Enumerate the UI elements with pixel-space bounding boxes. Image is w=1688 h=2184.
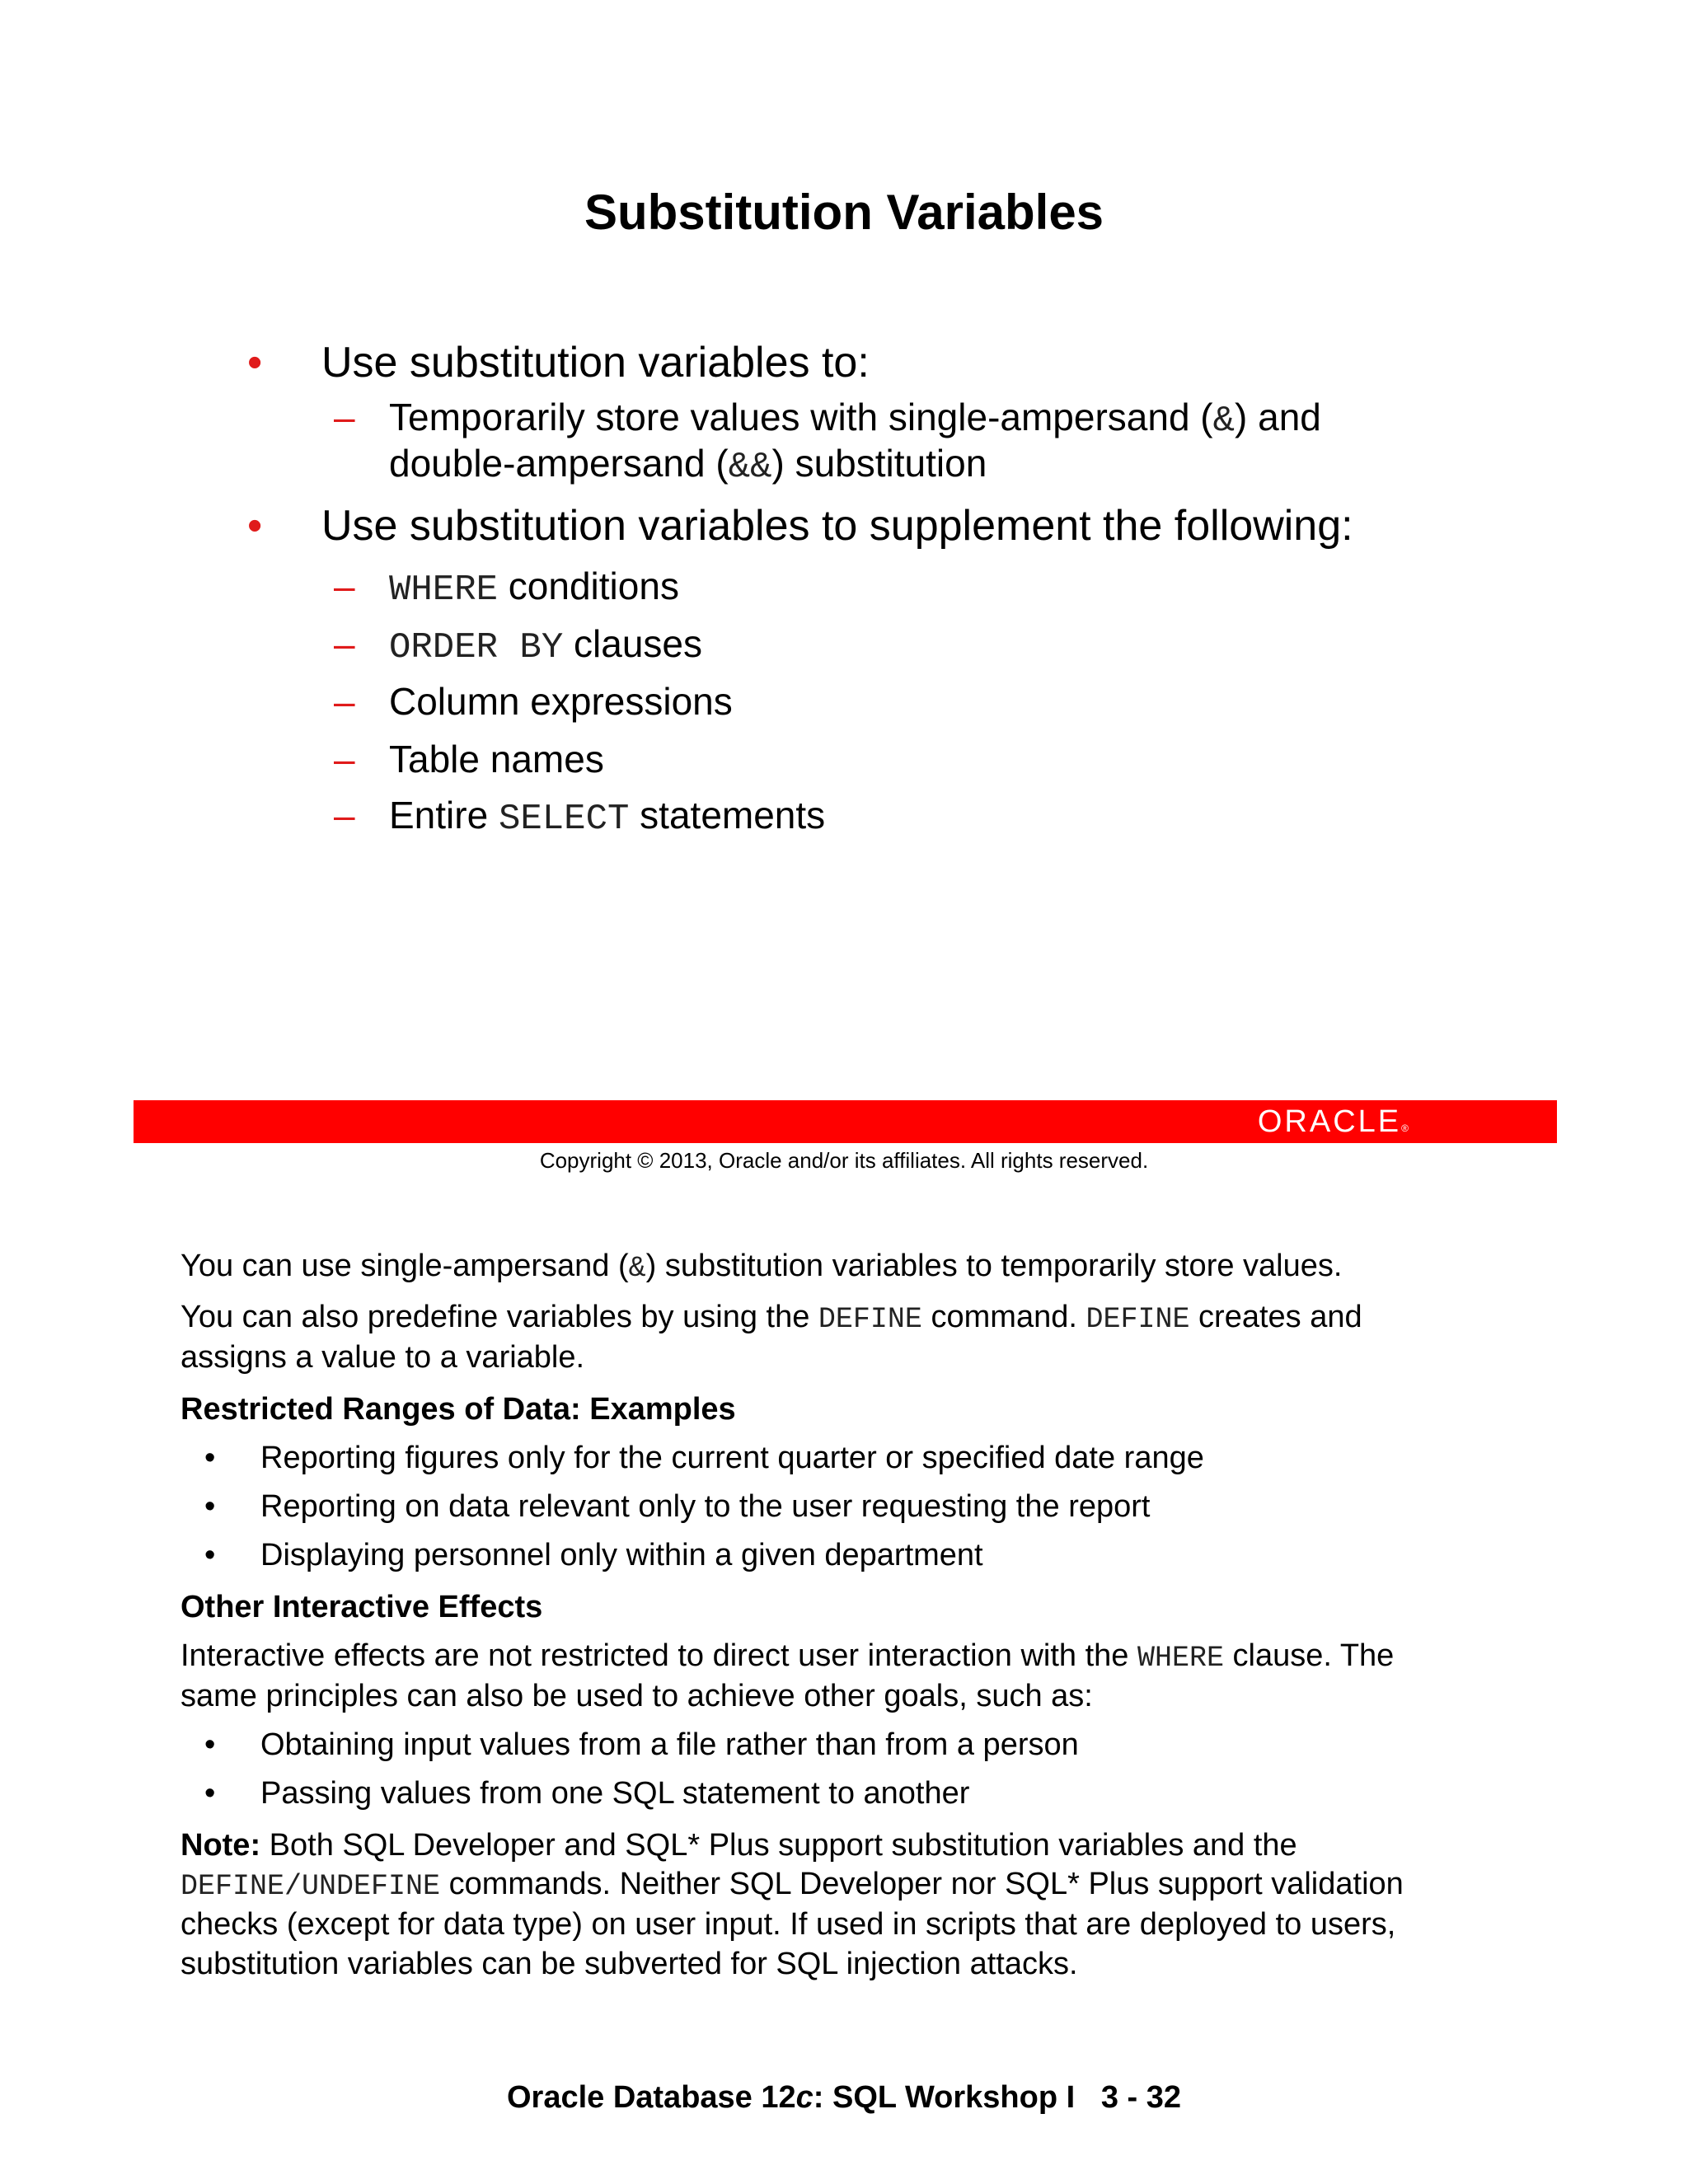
sub-item-text: ORDER BY clauses — [389, 622, 702, 668]
bullet-marker: • — [247, 339, 263, 387]
notes-paragraph-3-line-2: same principles can also be used to achieve other goals, such as: — [181, 1679, 1093, 1713]
sub-item-text: Temporarily store values with single-ampersand (&) and — [389, 396, 1321, 442]
bullet-marker: • — [204, 1776, 216, 1811]
bullet-marker: • — [204, 1538, 216, 1572]
dash-marker: – — [334, 794, 355, 837]
notes-paragraph-2-line-2: assigns a value to a variable. — [181, 1340, 585, 1375]
bullet-marker: • — [247, 502, 263, 550]
notes-paragraph-2: You can also predefine variables by using the DEFINE command. DEFINE creates and — [181, 1300, 1362, 1336]
sub-item-text: Entire SELECT statements — [389, 794, 826, 840]
dash-marker: – — [334, 680, 355, 723]
oracle-logo: ORACLE® — [1257, 1104, 1409, 1139]
bullet-marker: • — [204, 1441, 216, 1475]
slide-title: Substitution Variables — [584, 185, 1104, 240]
notes-note-line-2: DEFINE/UNDEFINE commands. Neither SQL Developer nor SQL* Plus support validation — [181, 1867, 1404, 1903]
notes-note-line-1: Note: Both SQL Developer and SQL* Plus support substitution variables and the — [181, 1828, 1297, 1863]
bullet-text: Use substitution variables to supplement the following: — [321, 502, 1353, 550]
dash-marker: – — [334, 396, 355, 438]
note-label: Note: — [181, 1828, 261, 1863]
dash-marker: – — [334, 738, 355, 780]
notes-paragraph-3: Interactive effects are not restricted to direct user interaction with the WHERE clause. The — [181, 1638, 1395, 1675]
dash-marker: – — [334, 565, 355, 607]
oracle-banner — [134, 1100, 1557, 1143]
sub-item-text: WHERE conditions — [389, 565, 679, 611]
sub-item-text: double-ampersand (&&) substitution — [389, 442, 987, 488]
notes-heading-restricted-ranges: Restricted Ranges of Data: Examples — [181, 1392, 736, 1427]
page-footer: Oracle Database 12c: SQL Workshop I 3 - 32 — [506, 2080, 1182, 2115]
notes-heading-interactive-effects: Other Interactive Effects — [181, 1590, 543, 1624]
sub-item-text: Table names — [389, 738, 604, 780]
sub-item-text: Column expressions — [389, 680, 733, 723]
bullet-text: Use substitution variables to: — [321, 339, 870, 387]
notes-note-line-3: checks (except for data type) on user input. If used in scripts that are deployed to users, — [181, 1907, 1396, 1942]
dash-marker: – — [334, 622, 355, 665]
copyright-notice: Copyright © 2013, Oracle and/or its affiliates. All rights reserved. — [539, 1148, 1149, 1173]
notes-note-line-4: substitution variables can be subverted for SQL injection attacks. — [181, 1947, 1078, 1981]
notes-paragraph-1: You can use single-ampersand (&) substitution variables to temporarily store values. — [181, 1249, 1343, 1285]
bullet-marker: • — [204, 1489, 216, 1524]
bullet-marker: • — [204, 1727, 216, 1762]
